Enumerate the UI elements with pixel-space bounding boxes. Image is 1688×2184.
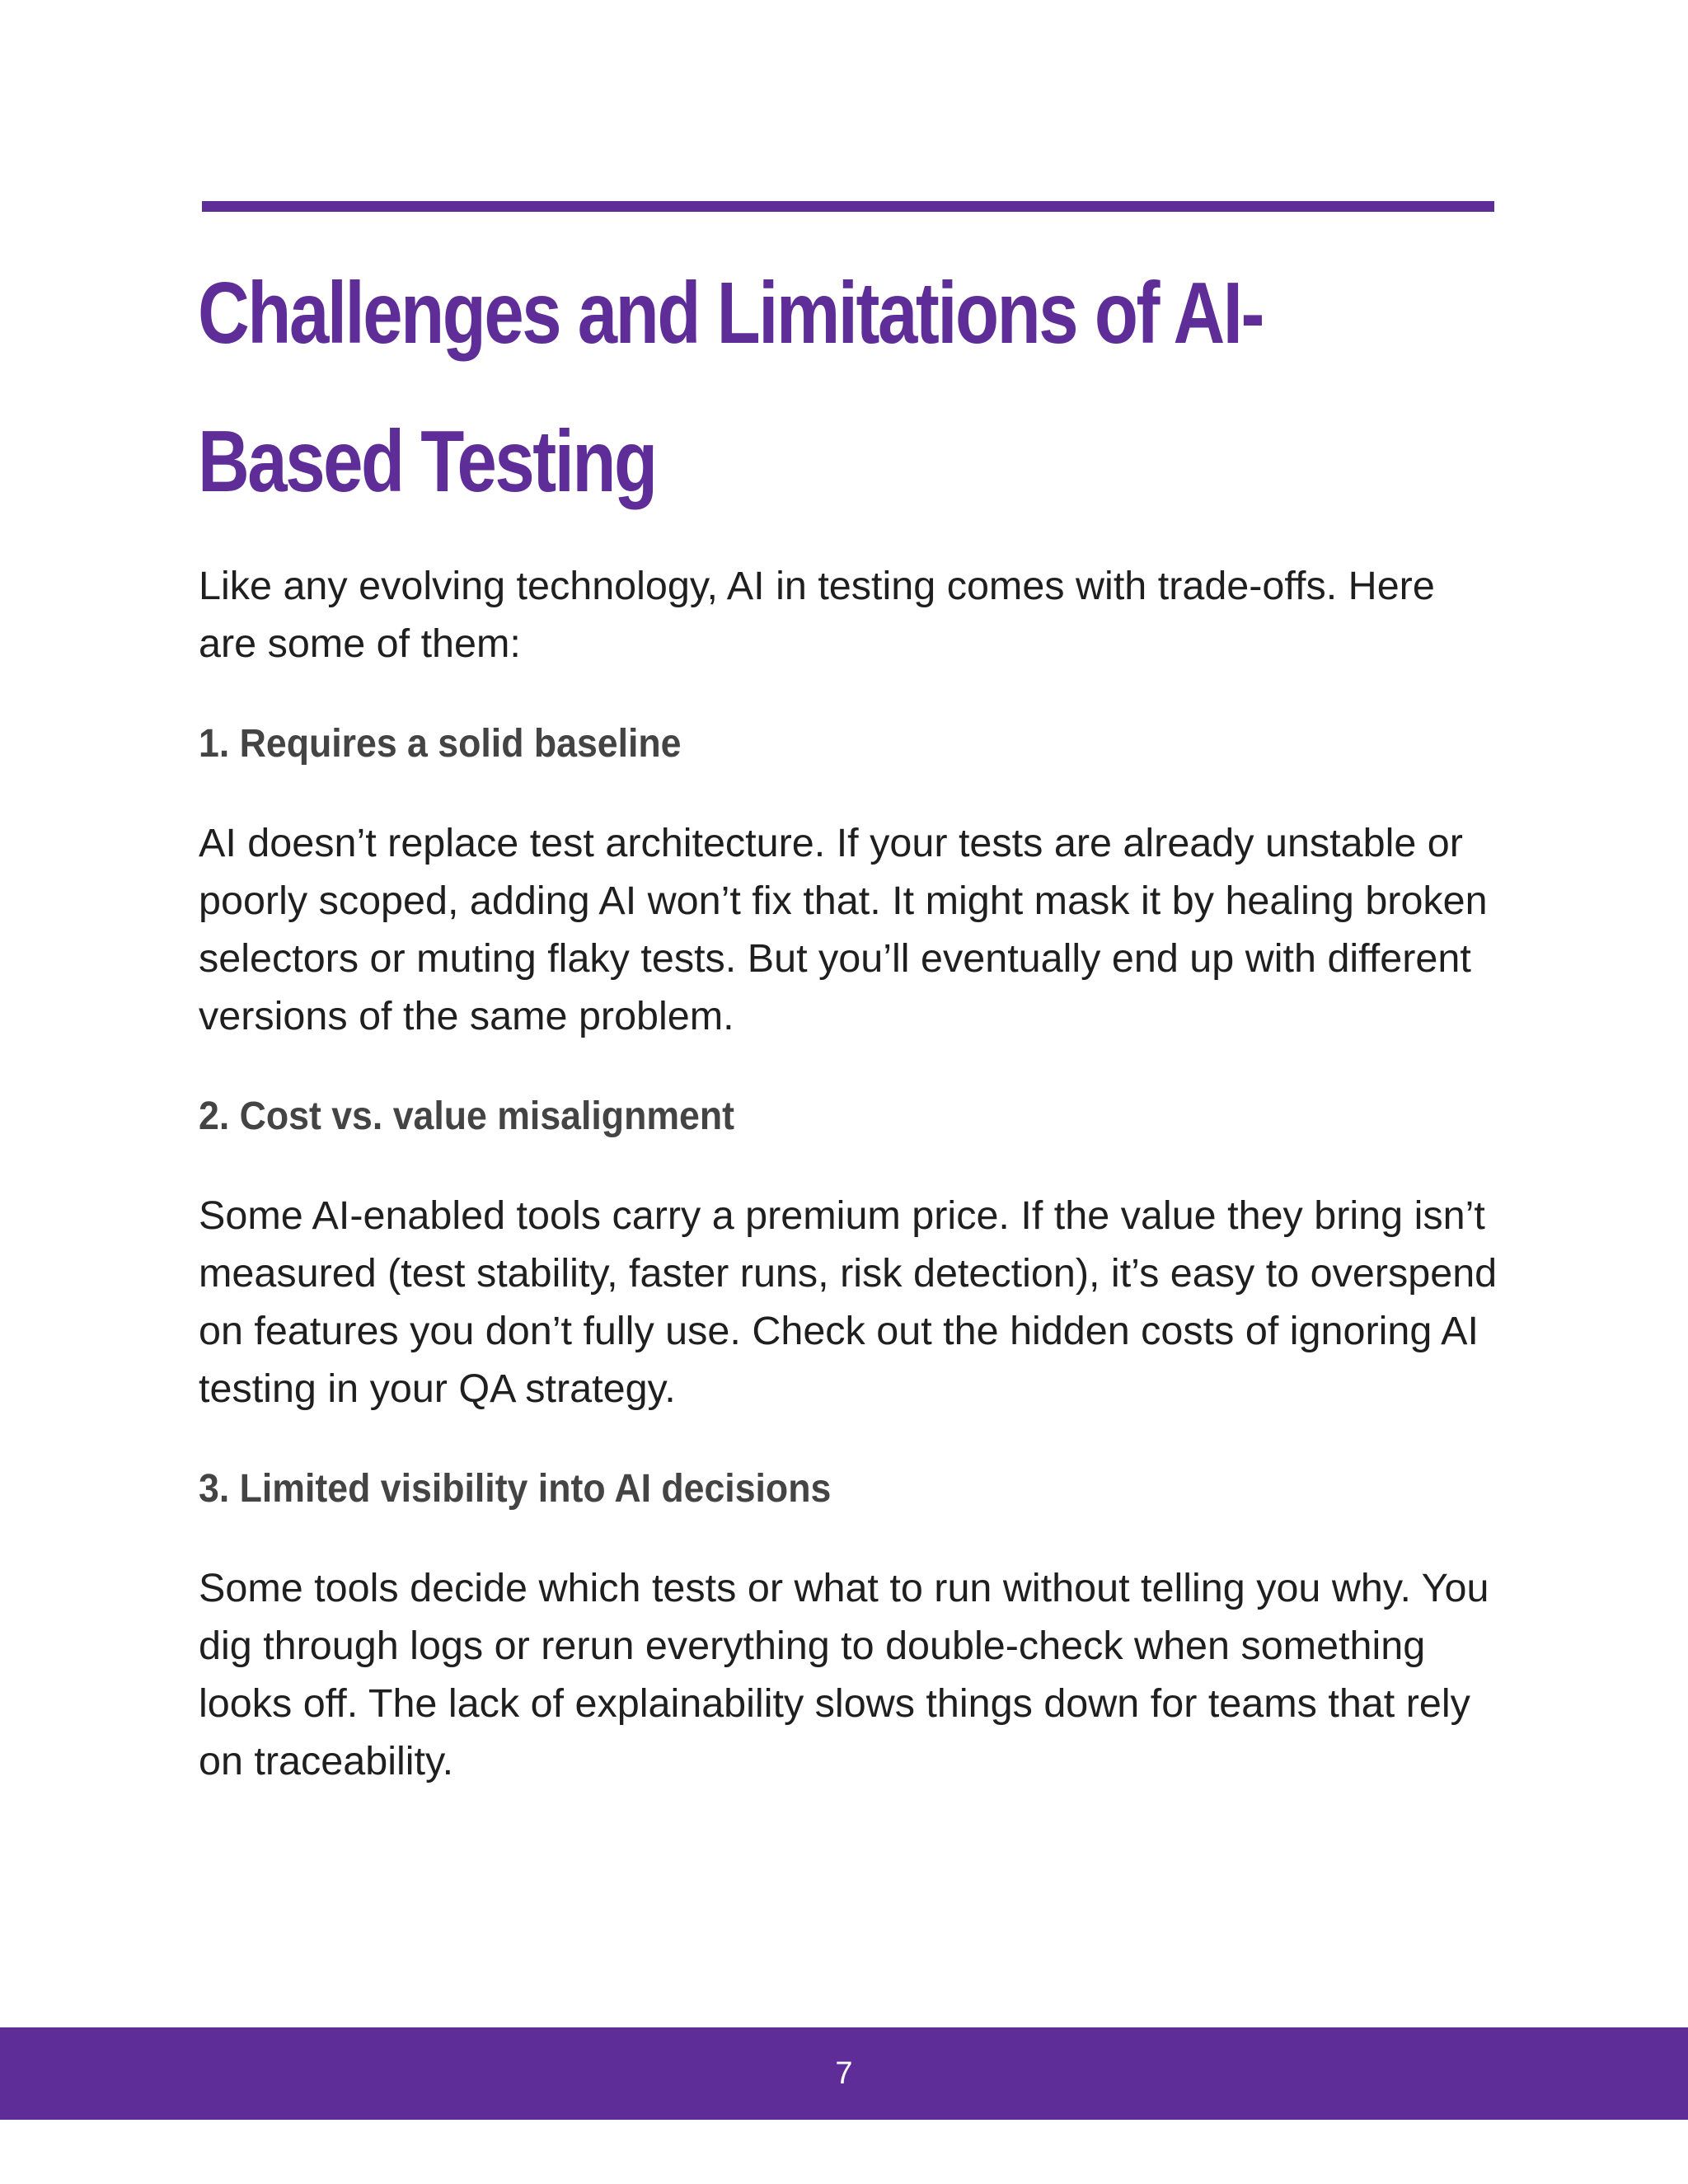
page-title: Challenges and Limitations of AI-Based Testing [198, 265, 1263, 510]
page-number: 7 [835, 2056, 853, 2091]
section-heading: 1. Requires a solid baseline [199, 722, 682, 766]
title-divider [202, 201, 1494, 212]
section-body: Some AI-enabled tools carry a premium price. If the value they bring isn’t measured (test stability, faster runs, risk detection), it’s easy to overspend on features you don’t fully use. Check out the hidden costs of ignoring AI testing in your QA strategy. [199, 1193, 1498, 1411]
intro-paragraph: Like any evolving technology, AI in testing comes with trade-offs. Here are some of them: [199, 564, 1435, 666]
section-requires-baseline [199, 715, 1501, 1045]
content-body [199, 557, 1501, 1833]
section-body: AI doesn’t replace test architecture. If your tests are already unstable or poorly scoped, adding AI won’t fix that. It might mask it by healing broken selectors or muting flaky tests. But you’ll eventually end up with different versions of the same problem. [199, 821, 1488, 1038]
section-heading: 2. Cost vs. value misalignment [199, 1094, 734, 1138]
section-heading: 3. Limited visibility into AI decisions [199, 1467, 832, 1511]
footer-bar [0, 2027, 1688, 2120]
section-cost-value [199, 1088, 1501, 1418]
section-limited-visibility [199, 1460, 1501, 1790]
section-body: Some tools decide which tests or what to run without telling you why. You dig through logs or rerun everything to double-check when something looks off. The lack of explainability slows things down for teams that rely on traceability. [199, 1566, 1489, 1783]
